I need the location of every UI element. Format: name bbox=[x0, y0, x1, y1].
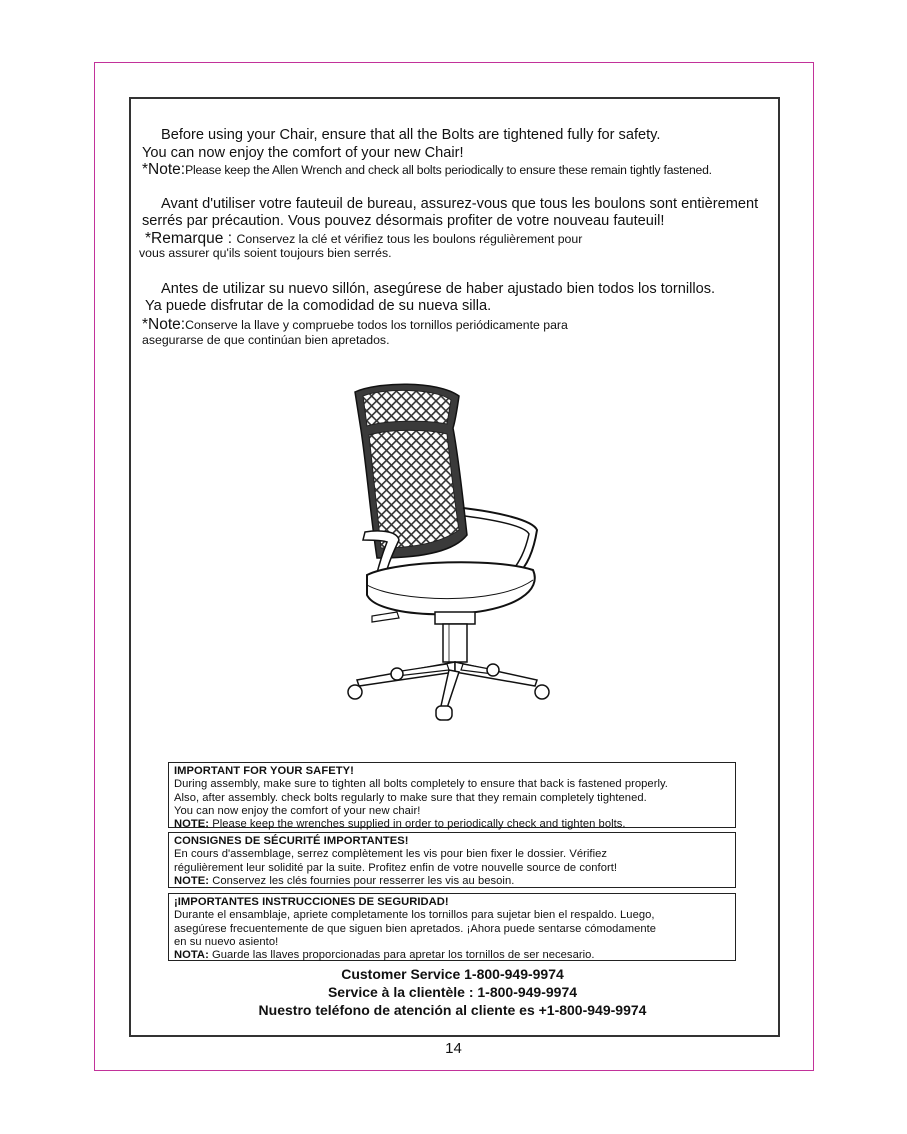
safety-fr-title: CONSIGNES DE SÉCURITÉ IMPORTANTES! bbox=[174, 835, 409, 847]
safety-en-note-label: NOTE: bbox=[174, 818, 210, 831]
page-number: 14 bbox=[445, 1040, 462, 1057]
spanish-note-text-2: asegurarse de que continúan bien apretados. bbox=[142, 333, 390, 347]
customer-service-en: Customer Service 1-800-949-9974 bbox=[341, 966, 564, 982]
safety-en-title: IMPORTANT FOR YOUR SAFETY! bbox=[174, 765, 354, 777]
customer-service-es: Nuestro teléfono de atención al cliente es +1-800-949-9974 bbox=[258, 1002, 647, 1018]
safety-fr-note-label: NOTE: bbox=[174, 874, 210, 887]
french-line-1: Avant d'utiliser votre fauteuil de bureau, assurez-vous que tous les boulons sont entièrement bbox=[161, 196, 759, 212]
safety-box-spanish bbox=[168, 893, 736, 961]
english-note-text: Please keep the Allen Wrench and check all bolts periodically to ensure these remain tightly fastened. bbox=[185, 163, 712, 177]
safety-box-french bbox=[168, 832, 736, 888]
french-note-label: *Remarque : bbox=[145, 230, 233, 247]
safety-es-note-text: Guarde las llaves proporcionadas para apretar los tornillos de ser necesario. bbox=[212, 949, 595, 962]
safety-en-line-3: You can now enjoy the comfort of your new chair! bbox=[174, 804, 421, 817]
safety-fr-line-1: En cours d'assemblage, serrez complètement les vis pour bien fixer le dossier. Vérifiez bbox=[174, 848, 608, 861]
safety-en-note-text: Please keep the wrenches supplied in order to periodically check and tighten bolts. bbox=[212, 818, 626, 831]
safety-es-title: ¡IMPORTANTES INSTRUCCIONES DE SEGURIDAD! bbox=[174, 896, 449, 908]
safety-box-english bbox=[168, 762, 736, 831]
customer-service-fr: Service à la clientèle : 1-800-949-9974 bbox=[327, 984, 578, 1000]
spanish-line-2: Ya puede disfrutar de la comodidad de su nueva silla. bbox=[145, 298, 492, 314]
safety-fr-line-2: régulièrement leur solidité par la suite. Profitez enfin de votre nouvelle source de confort! bbox=[174, 861, 618, 874]
english-note-label: *Note: bbox=[142, 161, 186, 178]
french-line-2: serrés par précaution. Vous pouvez désormais profiter de votre nouveau fauteuil! bbox=[142, 213, 665, 229]
safety-es-line-1: Durante el ensamblaje, apriete completamente los tornillos para sujetar bien el respaldo. Luego, bbox=[174, 909, 655, 922]
spanish-note bbox=[142, 316, 568, 334]
french-note-text: Conservez la clé et vérifiez tous les boulons régulièrement pour bbox=[236, 232, 583, 246]
office-chair-illustration bbox=[337, 380, 559, 725]
safety-fr-note-text: Conservez les clés fournies pour resserrer les vis au besoin. bbox=[212, 874, 515, 887]
safety-en-line-1: During assembly, make sure to tighten all bolts completely to ensure that back is fastened properly. bbox=[174, 778, 668, 791]
english-line-2: You can now enjoy the comfort of your new Chair! bbox=[142, 145, 464, 161]
spanish-note-label: *Note: bbox=[142, 316, 186, 333]
english-line-1: Before using your Chair, ensure that all the Bolts are tightened fully for safety. bbox=[161, 127, 661, 143]
spanish-line-1: Antes de utilizar su nuevo sillón, asegúrese de haber ajustado bien todos los tornillos. bbox=[161, 281, 716, 297]
english-note bbox=[142, 161, 712, 179]
safety-es-line-3: en su nuevo asiento! bbox=[174, 935, 279, 948]
safety-es-line-2: asegúrese frecuentemente de que siguen bien apretados. ¡Ahora puede sentarse cómodamente bbox=[174, 922, 657, 935]
french-note-text-2: vous assurer qu'ils soient toujours bien serrés. bbox=[139, 246, 392, 260]
safety-en-line-2: Also, after assembly. check bolts regularly to make sure that they remain completely tightened. bbox=[174, 791, 647, 804]
spanish-note-text: Conserve la llave y compruebe todos los tornillos periódicamente para bbox=[185, 318, 568, 332]
safety-es-note-label: NOTA: bbox=[174, 949, 209, 962]
